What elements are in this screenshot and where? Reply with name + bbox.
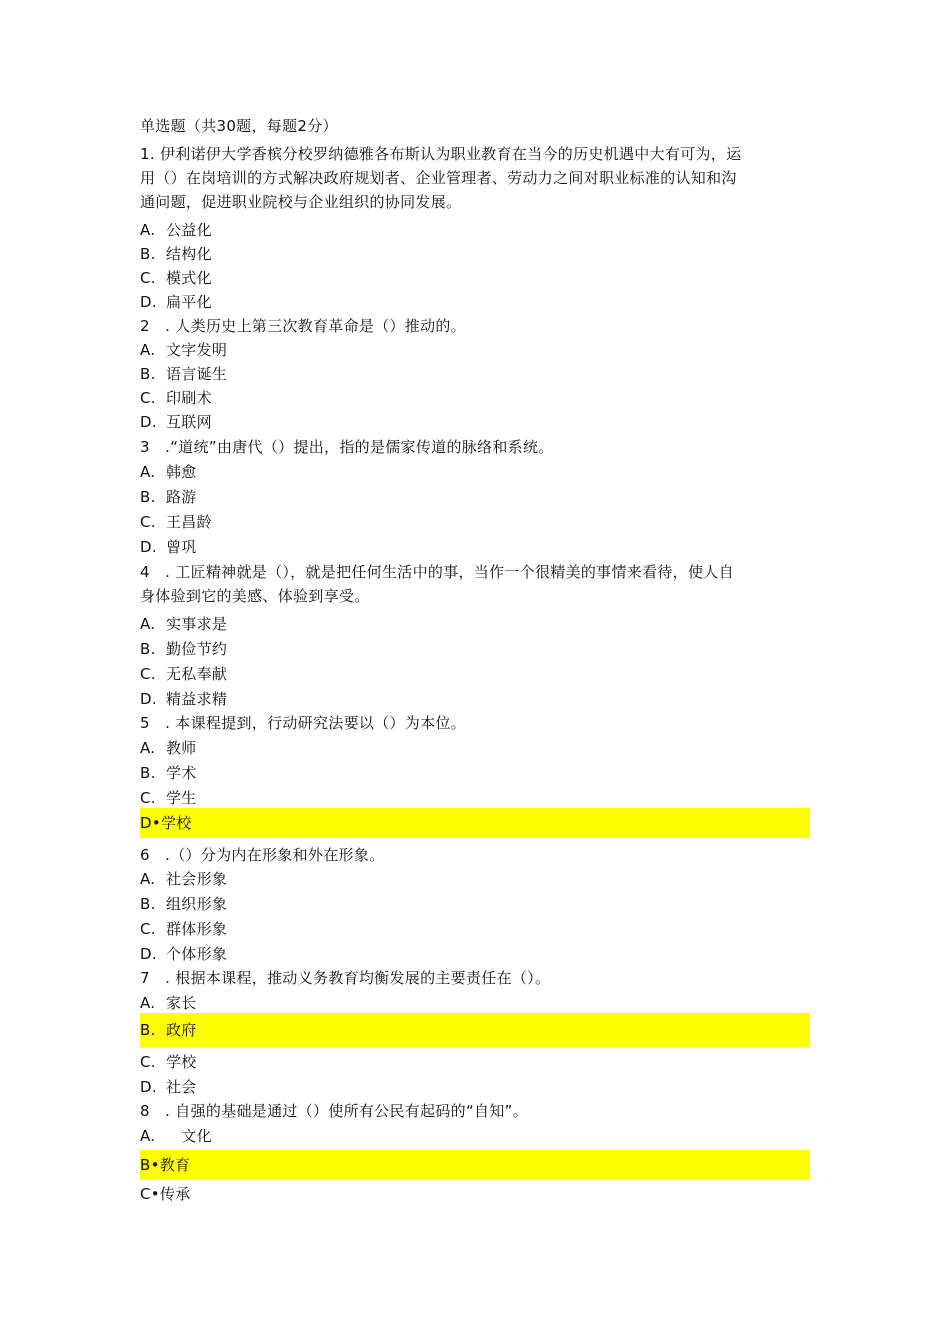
- q8-option-a: [140, 1124, 810, 1149]
- option-text: 王昌龄: [166, 513, 212, 531]
- option-text: 韩愈: [166, 463, 197, 481]
- option-letter: A.: [140, 615, 156, 633]
- option-text: 实事求是: [166, 615, 228, 633]
- q3-option-c: [140, 510, 810, 535]
- option-letter: C.: [140, 665, 156, 683]
- option-letter: C•: [140, 1185, 160, 1203]
- option-text: 传承: [159, 1185, 191, 1203]
- question-1-line-1: 1. 伊利诺伊大学香槟分校罗纳德雅各布斯认为职业教育在当今的历史机遇中大有可为，运: [140, 145, 742, 163]
- option-letter: C.: [140, 513, 156, 531]
- q4-option-a: [140, 612, 810, 637]
- option-letter: A.: [140, 870, 156, 888]
- question-3: 3 .“道统”由唐代（）提出，指的是儒家传道的脉络和系统。: [140, 438, 554, 456]
- option-text: 曾巩: [166, 538, 197, 556]
- option-letter: A.: [140, 463, 156, 481]
- question-6: 6 .（）分为内在形象和外在形象。: [140, 846, 385, 864]
- option-text: 结构化: [166, 245, 212, 263]
- option-letter: B.: [140, 488, 156, 506]
- q2-option-b: [140, 362, 810, 387]
- option-text: 扁平化: [166, 293, 212, 311]
- option-text: 公益化: [166, 221, 212, 239]
- question-7: 7 . 根据本课程，推动义务教育均衡发展的主要责任在（）。: [140, 969, 551, 987]
- q1-option-c: [140, 266, 810, 291]
- q1-option-a: [140, 218, 810, 243]
- option-letter: D.: [140, 293, 157, 311]
- option-text: 学术: [166, 764, 197, 782]
- option-letter: A.: [140, 994, 156, 1012]
- q4-option-b: [140, 637, 810, 662]
- q8-option-b-highlighted: [140, 1150, 810, 1180]
- option-text: 政府: [166, 1021, 197, 1039]
- question-2: 2 . 人类历史上第三次教育革命是（）推动的。: [140, 317, 466, 335]
- option-letter: C.: [140, 269, 156, 287]
- option-text: 精益求精: [166, 690, 228, 708]
- q7-option-b-highlighted: [140, 1013, 810, 1047]
- option-text: 无私奉献: [166, 665, 228, 683]
- question-4-line-1: 4 . 工匠精神就是（），就是把任何生活中的事，当作一个很精美的事情来看待，使人自: [140, 563, 734, 581]
- q2-option-a: [140, 338, 810, 363]
- q6-option-d: [140, 942, 810, 967]
- option-letter: B.: [140, 764, 156, 782]
- option-text: 路游: [166, 488, 197, 506]
- option-text: 勤俭节约: [166, 640, 228, 658]
- question-8: 8 . 自强的基础是通过（）使所有公民有起码的“自知”。: [140, 1102, 529, 1120]
- option-letter: D.: [140, 1078, 157, 1096]
- option-letter: D.: [140, 945, 157, 963]
- option-letter: D•: [140, 814, 161, 832]
- q7-option-d: [140, 1075, 810, 1100]
- option-letter: A.: [140, 341, 156, 359]
- option-text: 教育: [159, 1156, 191, 1174]
- q1-option-d: [140, 290, 810, 315]
- option-text: 社会形象: [166, 870, 228, 888]
- option-text: 文化: [166, 1127, 212, 1145]
- option-letter: B•: [140, 1156, 160, 1174]
- q6-option-b: [140, 892, 810, 917]
- q5-option-a: [140, 736, 810, 761]
- option-letter: C.: [140, 920, 156, 938]
- q4-option-c: [140, 662, 810, 687]
- option-letter: C.: [140, 389, 156, 407]
- q3-option-a: [140, 460, 810, 485]
- option-text: 模式化: [166, 269, 212, 287]
- q2-option-c: [140, 386, 810, 411]
- option-letter: C.: [140, 789, 156, 807]
- option-text: 教师: [166, 739, 197, 757]
- option-text: 文字发明: [166, 341, 228, 359]
- option-text: 社会: [166, 1078, 197, 1096]
- option-text: 家长: [166, 994, 197, 1012]
- option-letter: D.: [140, 538, 157, 556]
- q3-option-b: [140, 485, 810, 510]
- option-text: 印刷术: [166, 389, 212, 407]
- option-text: 学校: [161, 814, 192, 832]
- option-text: 个体形象: [166, 945, 228, 963]
- option-letter: B.: [140, 1021, 156, 1039]
- question-1-line-2: 用（）在岗培训的方式解决政府规划者、企业管理者、劳动力之间对职业标准的认知和沟: [140, 169, 737, 187]
- q5-option-b: [140, 761, 810, 786]
- option-letter: D.: [140, 413, 157, 431]
- q2-option-d: [140, 410, 810, 435]
- question-5: 5 . 本课程提到，行动研究法要以（）为本位。: [140, 714, 466, 732]
- option-letter: B.: [140, 365, 156, 383]
- option-letter: B.: [140, 895, 156, 913]
- option-text: 学生: [166, 789, 197, 807]
- q5-option-d-highlighted: [140, 808, 810, 838]
- q6-option-c: [140, 917, 810, 942]
- option-text: 互联网: [166, 413, 212, 431]
- option-text: 语言诞生: [166, 365, 228, 383]
- q1-option-b: [140, 242, 810, 267]
- section-header: 单选题（共30题，每题2分）: [140, 117, 338, 135]
- option-text: 学校: [166, 1053, 197, 1071]
- q7-option-c: [140, 1050, 810, 1075]
- option-text: 组织形象: [166, 895, 228, 913]
- option-letter: A.: [140, 739, 156, 757]
- q4-option-d: [140, 687, 810, 712]
- q3-option-d: [140, 535, 810, 560]
- option-letter: B.: [140, 245, 156, 263]
- question-1-line-3: 通问题，促进职业院校与企业组织的协同发展。: [140, 193, 462, 211]
- q6-option-a: [140, 867, 810, 892]
- q8-option-c: [140, 1182, 810, 1207]
- question-4-line-2: 身体验到它的美感、体验到享受。: [140, 587, 370, 605]
- option-letter: D.: [140, 690, 157, 708]
- option-letter: A.: [140, 1127, 156, 1145]
- option-letter: B.: [140, 640, 156, 658]
- option-letter: C.: [140, 1053, 156, 1071]
- option-letter: A.: [140, 221, 156, 239]
- option-text: 群体形象: [166, 920, 228, 938]
